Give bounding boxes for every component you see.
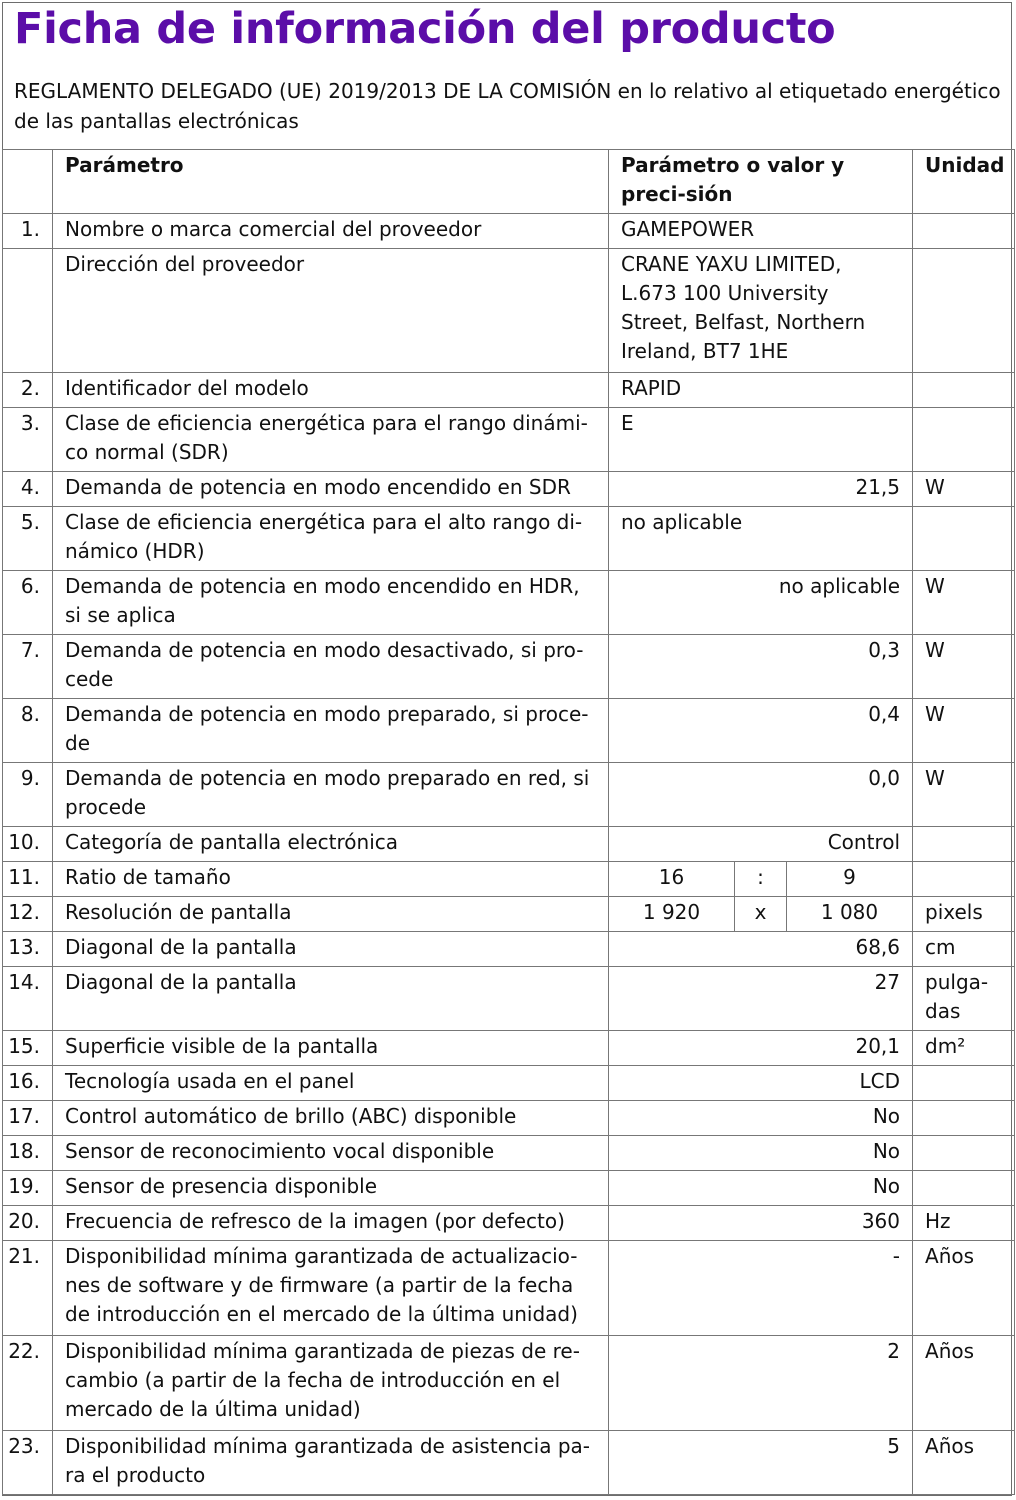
header-unit: Unidad bbox=[913, 150, 1015, 214]
row-unit: W bbox=[913, 571, 1015, 635]
table-row bbox=[3, 699, 1015, 763]
row-param: Superficie visible de la pantalla bbox=[53, 1031, 609, 1066]
row-param: Nombre o marca comercial del proveedor bbox=[53, 214, 609, 249]
row-value: no aplicable bbox=[609, 571, 913, 635]
resolution-height: 1 080 bbox=[787, 897, 913, 932]
row-number: 5. bbox=[3, 507, 53, 571]
row-param: Tecnología usada en el panel bbox=[53, 1066, 609, 1101]
table-row bbox=[3, 408, 1015, 472]
row-param: Categoría de pantalla electrónica bbox=[53, 827, 609, 862]
table-row bbox=[3, 373, 1015, 408]
row-number: 7. bbox=[3, 635, 53, 699]
row-param: Clase de eficiencia energética para el alto rango di-námico (HDR) bbox=[53, 507, 609, 571]
row-unit bbox=[913, 1066, 1015, 1101]
row-value: 360 bbox=[609, 1206, 913, 1241]
ratio-height: 9 bbox=[787, 862, 913, 897]
row-unit: Hz bbox=[913, 1206, 1015, 1241]
row-param: Diagonal de la pantalla bbox=[53, 967, 609, 1031]
table-row bbox=[3, 862, 1015, 897]
row-value: 21,5 bbox=[609, 472, 913, 507]
row-param: Demanda de potencia en modo encendido en SDR bbox=[53, 472, 609, 507]
row-unit: cm bbox=[913, 932, 1015, 967]
table-row bbox=[3, 897, 1015, 932]
row-param: Disponibilidad mínima garantizada de piezas de re-cambio (a partir de la fecha de introducción en el mercado de la última unidad) bbox=[53, 1336, 609, 1431]
row-number: 14. bbox=[3, 967, 53, 1031]
resolution-separator: x bbox=[735, 897, 787, 932]
row-param: Demanda de potencia en modo preparado en red, si procede bbox=[53, 763, 609, 827]
row-param: Dirección del proveedor bbox=[53, 249, 609, 373]
row-number: 2. bbox=[3, 373, 53, 408]
row-number: 13. bbox=[3, 932, 53, 967]
row-param: Demanda de potencia en modo desactivado, si pro-cede bbox=[53, 635, 609, 699]
ratio-width: 16 bbox=[609, 862, 735, 897]
row-value: No bbox=[609, 1171, 913, 1206]
row-value: LCD bbox=[609, 1066, 913, 1101]
table-row bbox=[3, 1241, 1015, 1336]
table-row bbox=[3, 1171, 1015, 1206]
row-param: Frecuencia de refresco de la imagen (por defecto) bbox=[53, 1206, 609, 1241]
row-unit bbox=[913, 507, 1015, 571]
table-row bbox=[3, 1066, 1015, 1101]
table-row bbox=[3, 967, 1015, 1031]
row-number: 11. bbox=[3, 862, 53, 897]
row-param: Identificador del modelo bbox=[53, 373, 609, 408]
row-param: Ratio de tamaño bbox=[53, 862, 609, 897]
row-unit: W bbox=[913, 763, 1015, 827]
row-number: 6. bbox=[3, 571, 53, 635]
row-number: 15. bbox=[3, 1031, 53, 1066]
row-value: 5 bbox=[609, 1431, 913, 1495]
row-number: 12. bbox=[3, 897, 53, 932]
table-row bbox=[3, 932, 1015, 967]
row-unit bbox=[913, 373, 1015, 408]
row-unit: pixels bbox=[913, 897, 1015, 932]
row-value: 0,4 bbox=[609, 699, 913, 763]
row-number: 3. bbox=[3, 408, 53, 472]
row-value: 0,3 bbox=[609, 635, 913, 699]
table-row bbox=[3, 507, 1015, 571]
row-number: 8. bbox=[3, 699, 53, 763]
row-unit bbox=[913, 1171, 1015, 1206]
row-param: Resolución de pantalla bbox=[53, 897, 609, 932]
row-unit: W bbox=[913, 472, 1015, 507]
row-value: Control bbox=[609, 827, 913, 862]
row-number: 21. bbox=[3, 1241, 53, 1336]
table-row bbox=[3, 249, 1015, 373]
regulation-subtitle: REGLAMENTO DELEGADO (UE) 2019/2013 DE LA COMISIÓN en lo relativo al etiquetado energético de las pantallas electrónicas bbox=[14, 79, 1001, 133]
row-value: CRANE YAXU LIMITED, L.673 100 University Street, Belfast, Northern Ireland, BT7 1HE bbox=[609, 249, 913, 373]
row-value: RAPID bbox=[609, 373, 913, 408]
row-value: 0,0 bbox=[609, 763, 913, 827]
row-unit: W bbox=[913, 699, 1015, 763]
row-unit: Años bbox=[913, 1336, 1015, 1431]
row-number: 18. bbox=[3, 1136, 53, 1171]
row-number: 1. bbox=[3, 214, 53, 249]
row-unit bbox=[913, 408, 1015, 472]
table-row bbox=[3, 1431, 1015, 1495]
row-unit bbox=[913, 249, 1015, 373]
row-param: Clase de eficiencia energética para el rango dinámi-co normal (SDR) bbox=[53, 408, 609, 472]
table-row bbox=[3, 1206, 1015, 1241]
row-param: Diagonal de la pantalla bbox=[53, 932, 609, 967]
row-unit bbox=[913, 214, 1015, 249]
row-unit bbox=[913, 862, 1015, 897]
row-param: Demanda de potencia en modo encendido en HDR, si se aplica bbox=[53, 571, 609, 635]
row-number bbox=[3, 249, 53, 373]
row-number: 4. bbox=[3, 472, 53, 507]
row-value: 68,6 bbox=[609, 932, 913, 967]
row-value: No bbox=[609, 1101, 913, 1136]
row-value: - bbox=[609, 1241, 913, 1336]
row-value: E bbox=[609, 408, 913, 472]
row-unit: pulga-das bbox=[913, 967, 1015, 1031]
product-info-table bbox=[2, 149, 1015, 1495]
resolution-width: 1 920 bbox=[609, 897, 735, 932]
row-number: 17. bbox=[3, 1101, 53, 1136]
ratio-separator: : bbox=[735, 862, 787, 897]
row-number: 19. bbox=[3, 1171, 53, 1206]
row-value: 20,1 bbox=[609, 1031, 913, 1066]
row-unit: dm² bbox=[913, 1031, 1015, 1066]
row-param: Disponibilidad mínima garantizada de asistencia pa-ra el producto bbox=[53, 1431, 609, 1495]
row-unit bbox=[913, 827, 1015, 862]
row-param: Demanda de potencia en modo preparado, si proce-de bbox=[53, 699, 609, 763]
header-param: Parámetro bbox=[53, 150, 609, 214]
header-value: Parámetro o valor y preci-sión bbox=[609, 150, 913, 214]
row-unit: Años bbox=[913, 1431, 1015, 1495]
row-unit bbox=[913, 1101, 1015, 1136]
page-title: Ficha de información del producto bbox=[14, 4, 836, 54]
table-row bbox=[3, 571, 1015, 635]
row-unit bbox=[913, 1136, 1015, 1171]
table-row bbox=[3, 763, 1015, 827]
row-value: No bbox=[609, 1136, 913, 1171]
table-header-row bbox=[3, 150, 1015, 214]
row-param: Disponibilidad mínima garantizada de actualizacio-nes de software y de firmware (a partir de la fecha de introducción en el mercado de la última unidad) bbox=[53, 1241, 609, 1336]
table-row bbox=[3, 1101, 1015, 1136]
row-unit: Años bbox=[913, 1241, 1015, 1336]
row-number: 9. bbox=[3, 763, 53, 827]
table-row bbox=[3, 1336, 1015, 1431]
row-number: 20. bbox=[3, 1206, 53, 1241]
table-row bbox=[3, 827, 1015, 862]
row-param: Control automático de brillo (ABC) disponible bbox=[53, 1101, 609, 1136]
table-row bbox=[3, 1136, 1015, 1171]
row-number: 16. bbox=[3, 1066, 53, 1101]
row-param: Sensor de presencia disponible bbox=[53, 1171, 609, 1206]
row-value: no aplicable bbox=[609, 507, 913, 571]
row-number: 10. bbox=[3, 827, 53, 862]
row-number: 23. bbox=[3, 1431, 53, 1495]
row-value: GAMEPOWER bbox=[609, 214, 913, 249]
table-row bbox=[3, 472, 1015, 507]
row-value: 27 bbox=[609, 967, 913, 1031]
row-unit: W bbox=[913, 635, 1015, 699]
row-number: 22. bbox=[3, 1336, 53, 1431]
table-row bbox=[3, 214, 1015, 249]
row-value: 2 bbox=[609, 1336, 913, 1431]
header-num-cell bbox=[3, 150, 53, 214]
row-param: Sensor de reconocimiento vocal disponible bbox=[53, 1136, 609, 1171]
table-row bbox=[3, 635, 1015, 699]
table-row bbox=[3, 1031, 1015, 1066]
